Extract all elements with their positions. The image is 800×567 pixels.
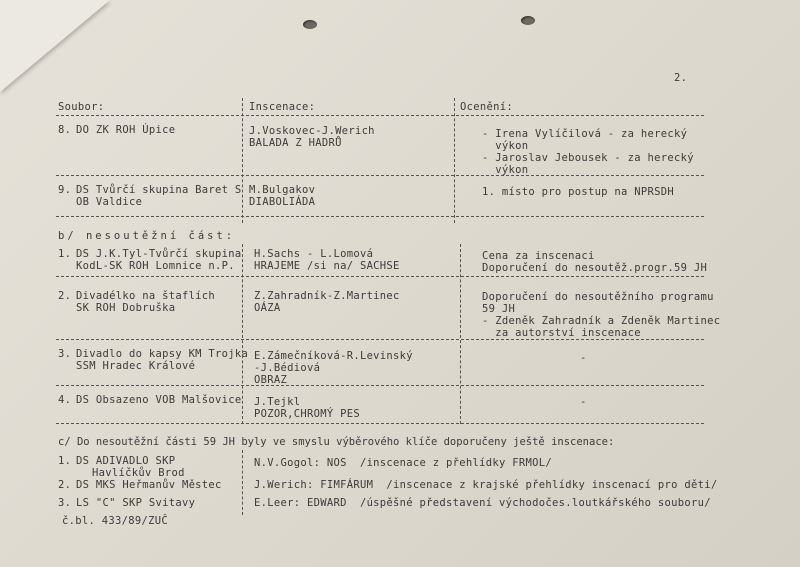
soubor-line: LS "C" SKP Svitavy — [76, 497, 196, 509]
inscenace-line: BALADA Z HADRŮ — [249, 137, 342, 149]
oceneni-line: - — [580, 352, 587, 364]
inscenace-line: OBRAZ — [254, 374, 288, 386]
divider — [56, 216, 704, 217]
punch-hole-left — [303, 20, 317, 29]
reference-number: č.bl. 433/89/ZUČ — [62, 515, 168, 527]
divider — [56, 276, 704, 277]
header-soubor: Soubor: — [58, 101, 105, 113]
soubor-line: DS Obsazeno VOB Malšovice — [76, 394, 242, 406]
oceneni-line: za autorství inscenace — [482, 327, 641, 339]
soubor-line: DO ZK ROH Úpice — [76, 124, 176, 136]
column-divider — [460, 244, 461, 424]
row-number: 3. — [58, 497, 72, 509]
inscenace-line: J.Tejkl — [254, 396, 301, 408]
column-divider — [454, 98, 455, 223]
soubor-line: DS MKS Heřmanův Městec — [76, 479, 222, 491]
inscenace-line: M.Bulgakov — [249, 184, 316, 196]
column-divider — [242, 450, 243, 515]
row-number: 4. — [58, 394, 72, 406]
inscenace-line: Z.Zahradník-Z.Martinec — [254, 290, 400, 302]
divider — [56, 385, 704, 386]
oceneni-line: - Irena Vylíčilová - za herecký — [482, 128, 688, 140]
oceneni-line: výkon — [482, 140, 529, 152]
inscenace-line: -J.Bédiová — [254, 362, 321, 374]
soubor-line: OB Valdice — [76, 196, 143, 208]
row-number: 1. — [58, 248, 72, 260]
page-number: 2. — [674, 72, 688, 84]
divider — [56, 115, 704, 116]
inscenace-line: OÁZA — [254, 302, 281, 314]
inscenace-line: H.Sachs - L.Lomová — [254, 248, 374, 260]
soubor-line: SSM Hradec Králové — [76, 360, 196, 372]
soubor-line: DS ADIVADLO SKP — [76, 455, 176, 467]
folded-corner — [0, 0, 110, 92]
oceneni-line: 59 JH — [482, 303, 516, 315]
soubor-line: SK ROH Dobruška — [76, 302, 176, 314]
punch-hole-right — [521, 16, 535, 25]
inscenace-line: J.Voskovec-J.Werich — [249, 125, 375, 137]
column-divider — [242, 98, 243, 223]
column-divider — [242, 244, 243, 424]
inscenace-line: E.Leer: EDWARD /úspěšné představení východočes.loutkářského souboru/ — [254, 497, 711, 509]
row-number: 3. — [58, 348, 72, 360]
soubor-line: Divadélko na štaflích — [76, 290, 216, 302]
oceneni-line: výkon — [482, 164, 529, 176]
row-number: 8. — [58, 124, 72, 136]
inscenace-line: J.Werich: FIMFÁRUM /inscenace z krajské přehlídky inscenací pro děti/ — [254, 479, 718, 491]
section-c-title: c/ Do nesoutěžní části 59 JH byly ve smyslu výběrového klíče doporučeny ještě inscenace: — [58, 436, 615, 448]
oceneni-line: - — [580, 396, 587, 408]
soubor-line: DS Tvůrčí skupina Baret S — [76, 184, 242, 196]
inscenace-line: HRAJEME /si na/ SACHSE — [254, 260, 400, 272]
divider — [56, 175, 704, 176]
oceneni-line: Doporučení do nesoutěžního programu — [482, 291, 714, 303]
oceneni-line: - Jaroslav Jebousek - za herecký — [482, 152, 694, 164]
row-number: 2. — [58, 290, 72, 302]
header-oceneni: Ocenění: — [460, 101, 513, 113]
inscenace-line: E.Zámečníková-R.Levinský — [254, 350, 413, 362]
oceneni-line: Doporučení do nesoutěž.progr.59 JH — [482, 262, 708, 274]
inscenace-line: POZOR,CHROMÝ PES — [254, 408, 360, 420]
row-number: 1. — [58, 455, 72, 467]
inscenace-line: N.V.Gogol: NOS /inscenace z přehlídky FRMOL/ — [254, 457, 552, 469]
inscenace-line: DIABOLIÁDA — [249, 196, 316, 208]
soubor-line: KodL-SK ROH Lomnice n.P. — [76, 260, 235, 272]
oceneni-line: 1. místo pro postup na NPRSDH — [482, 186, 675, 198]
divider — [56, 339, 704, 340]
oceneni-line: Cena za inscenaci — [482, 250, 595, 262]
divider — [56, 423, 704, 424]
soubor-line: DS J.K.Tyl-Tvůrčí skupina — [76, 248, 242, 260]
oceneni-line: - Zdeněk Zahradník a Zdeněk Martinec — [482, 315, 721, 327]
header-inscenace: Inscenace: — [249, 101, 316, 113]
section-b-title: b/ nesoutěžní část: — [58, 230, 236, 242]
row-number: 9. — [58, 184, 72, 196]
row-number: 2. — [58, 479, 72, 491]
soubor-line: Divadlo do kapsy KM Trojka — [76, 348, 249, 360]
soubor-line: Havlíčkův Brod — [92, 467, 185, 479]
